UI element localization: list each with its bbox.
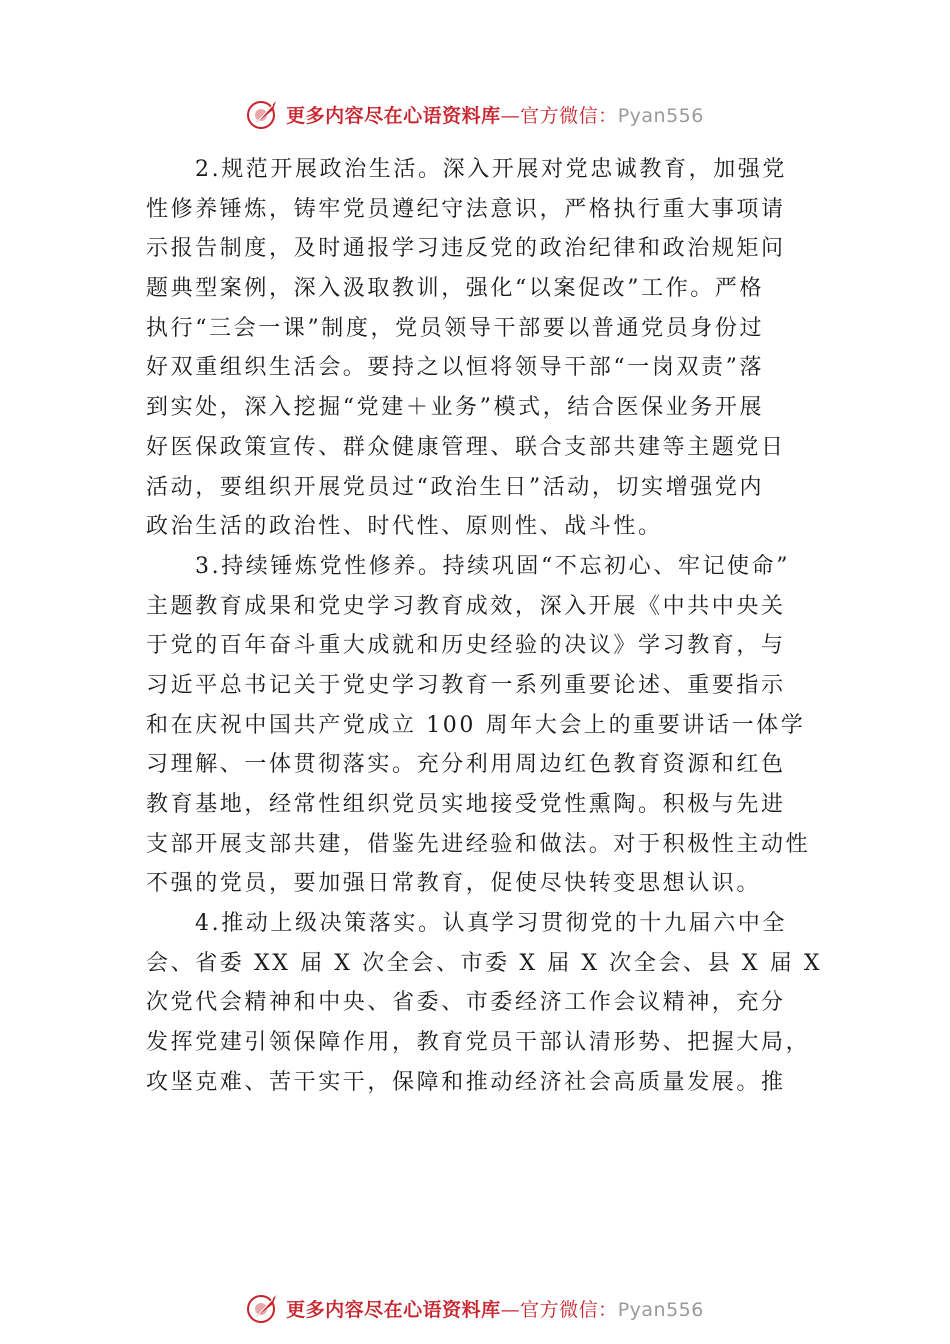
text-line: 好双重组织生活会。要持之以恒将领导干部“一岗双责”落	[146, 355, 765, 381]
banner-site-name: 更多内容尽在心语资料库	[286, 1298, 501, 1321]
banner-wechat-id: Pyan556	[617, 104, 704, 127]
text-line: 会、省委 XX 届 X 次全会、市委 X 届 X 次全会、县 X 届 X	[146, 950, 823, 976]
text-line: 支部开展支部共建，借鉴先进经验和做法。对于积极性主动性	[146, 831, 811, 857]
text-line: 主题教育成果和党史学习教育成效，深入开展《中共中央关	[146, 593, 786, 619]
banner-site-name: 更多内容尽在心语资料库	[286, 104, 501, 127]
text-line: 3.持续锤炼党性修养。持续巩固“不忘初心、牢记使命”	[195, 553, 791, 579]
text-line: 教育基地，经常性组织党员实地接受党性熏陶。积极与先进	[146, 792, 786, 817]
text-line: 习理解、一体贯彻落实。充分利用周边红色教育资源和红色	[146, 752, 786, 778]
text-line: 2.规范开展政治生活。深入开展对党忠诚教育，加强党	[195, 157, 787, 182]
text-line: 题典型案例，深入汲取教训，强化“以案促改”工作。严格	[146, 276, 765, 302]
text-line: 示报告制度，及时通报学习违反党的政治纪律和政治规矩问	[146, 236, 786, 262]
banner-wechat-id: Pyan556	[617, 1298, 704, 1321]
banner-wechat-label: —官方微信：	[500, 1298, 618, 1321]
text-line: 性修养锤炼，铸牢党员遵纪守法意识，严格执行重大事项请	[146, 196, 786, 222]
quill-seal-icon	[246, 1291, 280, 1325]
text-line: 执行“三会一课”制度，党员领导干部要以普通党员身份过	[146, 315, 765, 341]
text-line: 发挥党建引领保障作用，教育党员干部认清形势、把握大局，	[146, 1030, 811, 1056]
text-line: 政治生活的政治性、时代性、原则性、战斗性。	[146, 514, 663, 540]
footer-banner	[0, 1286, 950, 1330]
banner-text	[286, 1295, 704, 1322]
banner-text	[286, 101, 704, 128]
text-line: 好医保政策宣传、群众健康管理、联合支部共建等主题党日	[146, 434, 786, 460]
text-line: 到实处，深入挖掘“党建＋业务”模式，结合医保业务开展	[146, 395, 765, 421]
text-line: 于党的百年奋斗重大成就和历史经验的决议》学习教育，与	[146, 633, 786, 659]
text-line: 活动，要组织开展党员过“政治生日”活动，切实增强党内	[146, 474, 765, 500]
banner-wechat-label: —官方微信：	[500, 104, 618, 127]
text-line: 4.推动上级决策落实。认真学习贯彻党的十九届六中全	[195, 911, 787, 937]
header-banner	[0, 92, 950, 136]
document-body	[146, 150, 826, 1103]
quill-seal-icon	[246, 97, 280, 131]
text-line: 攻坚克难、苦干实干，保障和推动经济社会高质量发展。推	[146, 1069, 786, 1095]
text-line: 次党代会精神和中央、省委、市委经济工作会议精神，充分	[146, 990, 786, 1016]
text-line: 习近平总书记关于党史学习教育一系列重要论述、重要指示	[146, 672, 786, 698]
text-line: 不强的党员，要加强日常教育，促使尽快转变思想认识。	[146, 871, 762, 897]
text-line: 和在庆祝中国共产党成立 100 周年大会上的重要讲话一体学	[146, 712, 806, 738]
